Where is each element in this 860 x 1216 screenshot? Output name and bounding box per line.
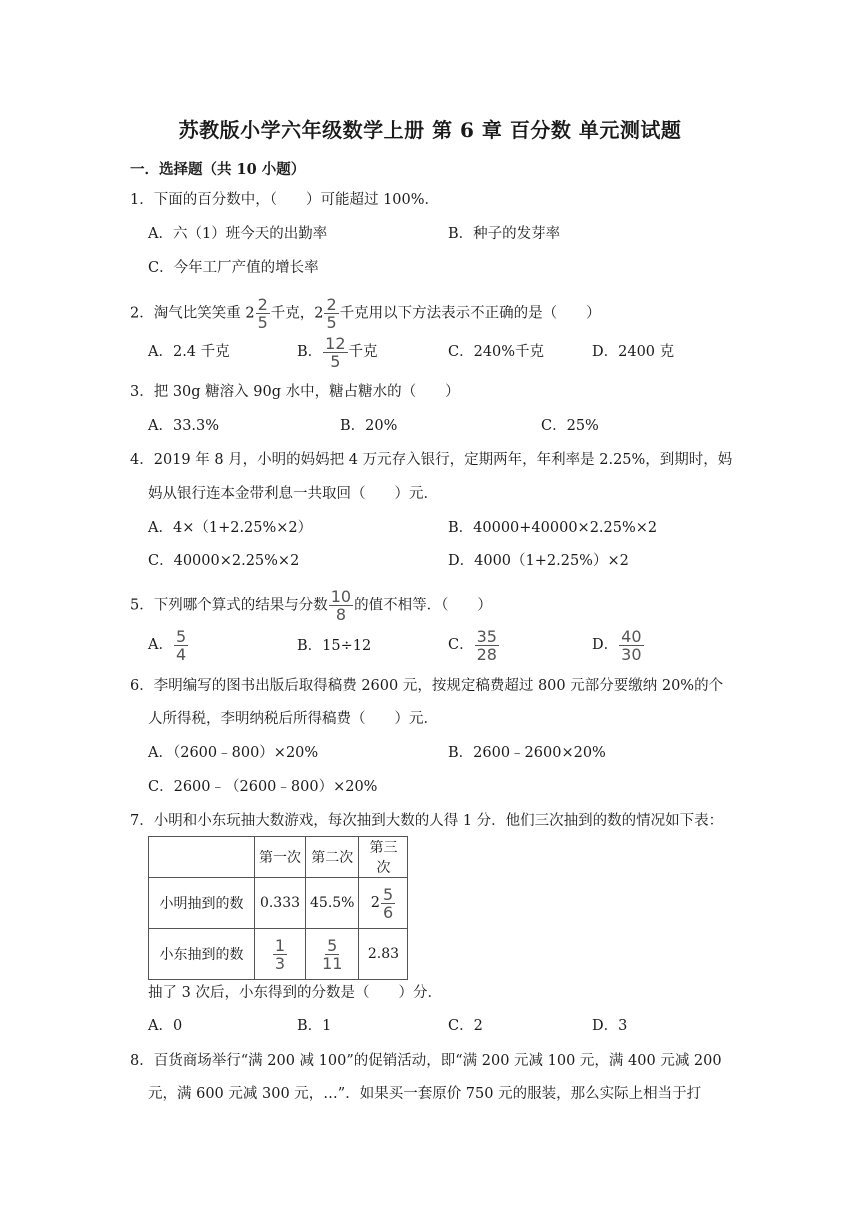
mixed-number-whole: 2	[370, 895, 380, 911]
question-4-stem-line2: 妈从银行连本金带利息一共取回（ ）元．	[148, 486, 438, 502]
fraction-denominator: 4	[175, 644, 187, 664]
option-label: D．	[592, 637, 619, 653]
fraction-denominator: 8	[335, 605, 346, 624]
question-2-option-d: D．2400 克	[592, 344, 675, 360]
question-6-stem-line1: 6．李明编写的图书出版后取得稿费 2600 元，按规定稿费超过 800 元部分要缴纳 20%的个	[130, 678, 724, 694]
fraction-numerator: 5	[383, 884, 394, 904]
fraction	[329, 588, 353, 623]
fraction-denominator: 5	[330, 351, 341, 371]
question-7-option-b: B．1	[297, 1018, 332, 1034]
table-cell	[255, 929, 306, 980]
question-7-followup: 抽了 3 次后，小东得到的分数是（ ）分．	[148, 985, 442, 1001]
fraction	[323, 335, 347, 370]
question-4-option-c: C．40000×2.25%×2	[148, 553, 300, 569]
fraction-denominator: 5	[326, 313, 337, 332]
fraction-numerator: 2	[326, 295, 337, 314]
fraction-numerator: 35	[476, 626, 497, 646]
fraction	[256, 296, 270, 331]
question-7-option-c: C．2	[448, 1018, 483, 1034]
question-4-option-d: D．4000（1+2.25%）×2	[448, 553, 629, 569]
question-7-option-a: A．0	[148, 1018, 183, 1034]
fraction	[174, 628, 188, 663]
question-5-option-b: B．15÷12	[297, 638, 372, 654]
question-6-option-a: A．（2600﹣800）×20%	[148, 745, 319, 761]
question-8-stem-line1: 8．百货商场举行“满 200 减 100”的促销活动，即“满 200 元减 100 元，满 400 元减 200	[130, 1053, 722, 1069]
question-5-stem	[130, 588, 492, 623]
fraction	[381, 886, 395, 921]
fraction	[475, 628, 499, 663]
question-5-option-c	[448, 626, 500, 664]
question-1-stem: 1．下面的百分数中，（ ）可能超过 100%．	[130, 192, 440, 208]
question-3-option-b: B．20%	[340, 418, 398, 434]
fraction-numerator: 5	[175, 626, 187, 646]
page-title: 苏教版小学六年级数学上册 第 6 章 百分数 单元测试题	[178, 118, 682, 142]
question-4-option-a: A．4×（1+2.25%×2）	[148, 520, 313, 536]
fraction-numerator: 1	[274, 935, 286, 955]
question-2-option-a: A．2.4 千克	[148, 344, 230, 360]
question-1-option-b: B．种子的发芽率	[448, 226, 561, 242]
fraction-denominator: 6	[383, 902, 394, 922]
table-row	[149, 878, 408, 929]
option-unit: 千克	[348, 344, 378, 360]
question-1-option-a: A．六（1）班今天的出勤率	[148, 226, 328, 242]
fraction-numerator: 2	[257, 295, 268, 314]
question-3-option-c: C．25%	[541, 418, 599, 434]
question-5-option-d	[592, 626, 645, 664]
table-header-cell: 第二次	[306, 837, 359, 878]
fraction	[619, 628, 643, 663]
fraction-denominator: 5	[257, 313, 268, 332]
question-6-option-c: C．2600﹣（2600﹣800）×20%	[148, 779, 378, 795]
table-row-label: 小东抽到的数	[149, 929, 255, 980]
question-8-stem-line2: 元，满 600 元减 300 元，…”．如果买一套原价 750 元的服装，那么实际上相当于打	[148, 1086, 702, 1102]
fraction	[320, 937, 344, 972]
question-5-text-part2: 的值不相等．（ ）	[354, 597, 492, 614]
table-cell: 45.5%	[306, 878, 359, 929]
table-cell: 2.83	[359, 929, 408, 980]
question-3-option-a: A．33.3%	[148, 418, 220, 434]
table-header-cell	[149, 837, 255, 878]
table-cell	[359, 878, 408, 929]
fraction-denominator: 3	[274, 953, 286, 973]
fraction-denominator: 28	[476, 644, 497, 664]
fraction-numerator: 40	[621, 626, 642, 646]
table-header-cell: 第一次	[255, 837, 306, 878]
fraction-numerator: 5	[327, 935, 338, 955]
fraction	[273, 937, 287, 972]
table-row-label: 小明抽到的数	[149, 878, 255, 929]
fraction-numerator: 10	[330, 587, 352, 606]
question-4-stem-line1: 4．2019 年 8 月，小明的妈妈把 4 万元存入银行，定期两年，年利率是 2.25%，到期时，妈	[130, 452, 733, 468]
table-cell	[306, 929, 359, 980]
question-7-option-d: D．3	[592, 1018, 628, 1034]
question-3-stem: 3．把 30g 糖溶入 90g 水中，糖占糖水的（ ）	[130, 384, 460, 400]
score-table	[148, 836, 408, 980]
option-label: A．	[148, 637, 173, 653]
fraction-numerator: 12	[325, 333, 346, 353]
question-5-option-a	[148, 626, 189, 664]
question-1-option-c: C．今年工厂产值的增长率	[148, 260, 319, 276]
question-2-text-part3: 千克用以下方法表示不正确的是（ ）	[339, 305, 601, 322]
question-2-text-part2: 千克，2	[270, 305, 324, 322]
table-header-row	[149, 837, 408, 878]
question-6-option-b: B．2600﹣2600×20%	[448, 745, 606, 761]
mixed-number	[371, 886, 396, 921]
table-cell: 0.333	[255, 878, 306, 929]
question-4-option-b: B．40000+40000×2.25%×2	[448, 520, 658, 536]
question-2-stem	[130, 296, 601, 331]
fraction	[324, 296, 338, 331]
question-7-stem: 7．小明和小东玩抽大数游戏，每次抽到大数的人得 1 分．他们三次抽到的数的情况如下表：	[130, 813, 724, 829]
fraction-denominator: 30	[621, 644, 642, 664]
table-row	[149, 929, 408, 980]
fraction-denominator: 11	[322, 953, 343, 973]
question-2-option-c: C．240%千克	[448, 344, 545, 360]
option-label: B．	[297, 344, 323, 360]
table-header-cell: 第三次	[359, 837, 408, 878]
question-2-text-part1: 2．淘气比笑笑重 2	[130, 305, 255, 322]
option-label: C．	[448, 637, 474, 653]
section-heading: 一．选择题（共 10 小题）	[130, 161, 306, 178]
question-6-stem-line2: 人所得税，李明纳税后所得稿费（ ）元．	[148, 711, 438, 727]
question-5-text-part1: 5．下列哪个算式的结果与分数	[130, 597, 328, 614]
question-2-option-b	[297, 333, 378, 371]
